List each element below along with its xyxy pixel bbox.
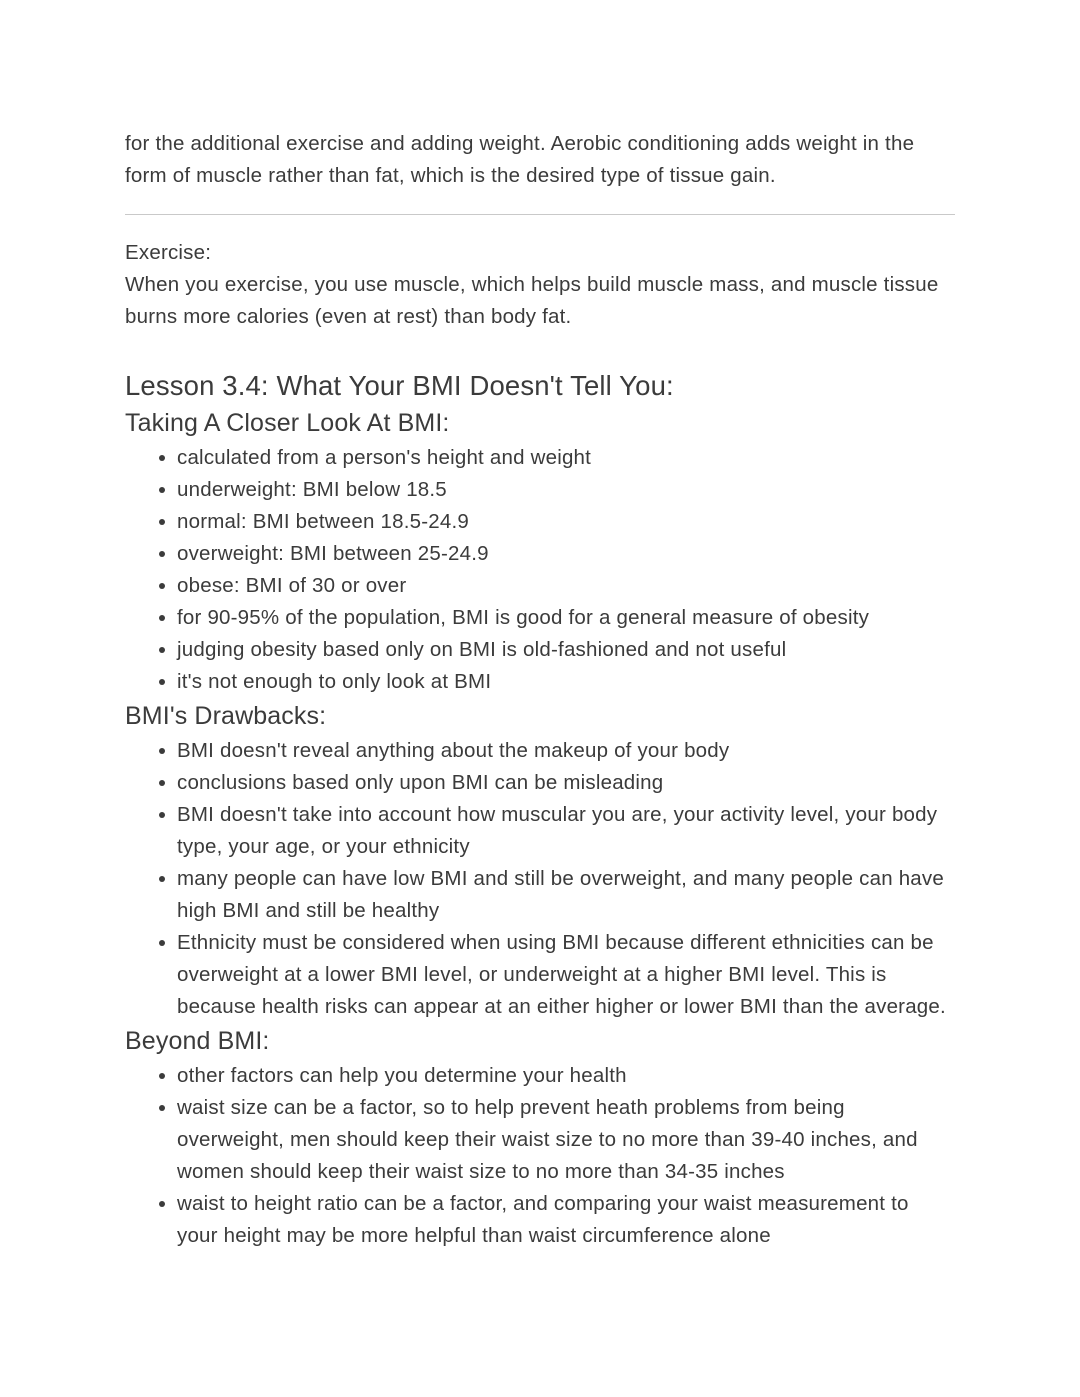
list-item: waist to height ratio can be a factor, and comparing your waist measurement to your height may be more helpful than waist circumference alone xyxy=(177,1188,955,1252)
section-heading-taking-a-closer-look: Taking A Closer Look At BMI: xyxy=(125,409,450,437)
list-item: for 90-95% of the population, BMI is good for a general measure of obesity xyxy=(177,602,955,634)
document-body xyxy=(125,128,955,1252)
list-item: calculated from a person's height and weight xyxy=(177,442,955,474)
list-item: many people can have low BMI and still be overweight, and many people can have high BMI and still be healthy xyxy=(177,863,955,927)
section-heading-beyond-bmi: Beyond BMI: xyxy=(125,1027,270,1055)
bullet-list-beyond-bmi xyxy=(125,1060,955,1252)
bullet-list-taking-a-closer-look xyxy=(125,442,955,698)
list-item: overweight: BMI between 25-24.9 xyxy=(177,538,955,570)
list-item: Ethnicity must be considered when using BMI because different ethnicities can be overweight at a lower BMI level, or underweight at a higher BMI level. This is because health risks can appear at an either higher or lower BMI than the average. xyxy=(177,927,955,1023)
exercise-body: When you exercise, you use muscle, which helps build muscle mass, and muscle tissue burns more calories (even at rest) than body fat. xyxy=(125,273,939,328)
list-item: obese: BMI of 30 or over xyxy=(177,570,955,602)
list-item: other factors can help you determine your health xyxy=(177,1060,955,1092)
spacer xyxy=(125,333,955,367)
exercise-label: Exercise: xyxy=(125,241,212,264)
list-item: BMI doesn't take into account how muscular you are, your activity level, your body type, your age, or your ethnicity xyxy=(177,799,955,863)
section-heading-bmis-drawbacks: BMI's Drawbacks: xyxy=(125,702,327,730)
list-item: underweight: BMI below 18.5 xyxy=(177,474,955,506)
list-item: normal: BMI between 18.5-24.9 xyxy=(177,506,955,538)
page-title: Lesson 3.4: What Your BMI Doesn't Tell You: xyxy=(125,370,674,401)
bullet-list-bmis-drawbacks xyxy=(125,735,955,1023)
list-item: judging obesity based only on BMI is old-fashioned and not useful xyxy=(177,634,955,666)
continuation-paragraph: for the additional exercise and adding weight. Aerobic conditioning adds weight in the form of muscle rather than fat, which is the desired type of tissue gain. xyxy=(125,132,915,187)
section-divider xyxy=(125,214,955,215)
list-item: waist size can be a factor, so to help prevent heath problems from being overweight, men should keep their waist size to no more than 39-40 inches, and women should keep their waist size to no more than 34-35 inches xyxy=(177,1092,955,1188)
list-item: conclusions based only upon BMI can be misleading xyxy=(177,767,955,799)
list-item: it's not enough to only look at BMI xyxy=(177,666,955,698)
list-item: BMI doesn't reveal anything about the makeup of your body xyxy=(177,735,955,767)
